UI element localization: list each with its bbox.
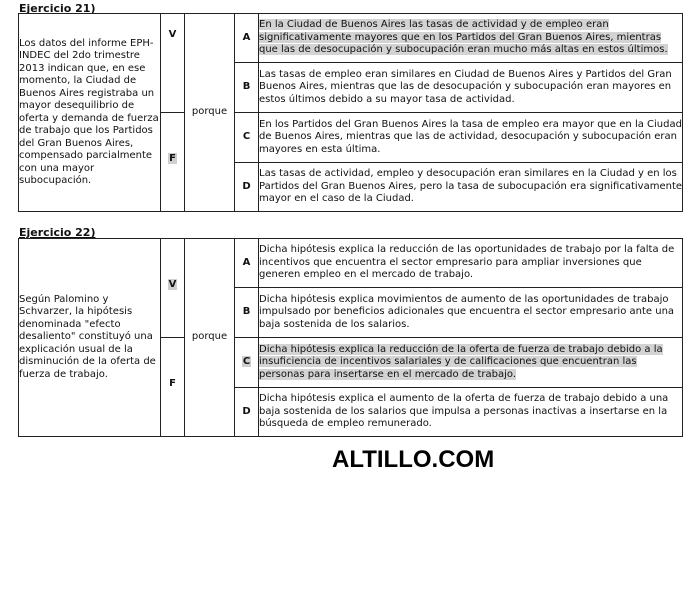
option-letter-a: A [235, 239, 259, 288]
option-letter-b: B [235, 63, 259, 113]
option-c: En los Partidos del Gran Buenos Aires la tasa de empleo era mayor que en la Ciudad de Buenos Aires, mientras que las de actividad, desocupación y subocupación eran mayores en esta última. [259, 113, 683, 163]
porque-label: porque [185, 14, 235, 212]
exercise-22-table [18, 238, 683, 437]
true-marker-text: V [168, 279, 177, 290]
option-letter-d: D [235, 163, 259, 212]
option-b: Dicha hipótesis explica movimientos de aumento de las oportunidades de trabajo impulsado por beneficios adicionales que encuentra el sector empresario ante una baja sostenida de los salarios. [259, 288, 683, 338]
option-b: Las tasas de empleo eran similares en Ciudad de Buenos Aires y Partidos del Gran Buenos Aires, mientras que las de desocupación y subocupación eran mayores en estos últimos debido a su mayor tasa de actividad. [259, 63, 683, 113]
option-letter-d: D [235, 388, 259, 437]
option-a: Dicha hipótesis explica la reducción de las oportunidades de trabajo por la falta de incentivos que encuentra el sector empresario para ampliar inversiones que generen empleo en el mercado de trabajo. [259, 239, 683, 288]
exercise-22-title: Ejercicio 22) [19, 226, 96, 239]
watermark: ALTILLO.COM [332, 446, 495, 473]
option-c-text: Dicha hipótesis explica la reducción de la oferta de fuerza de trabajo debido a la insuficiencia de incentivos salariales y de calificaciones que encuentran las personas para insertarse en el mercado de trabajo. [259, 343, 663, 380]
option-a [259, 14, 683, 63]
option-d: Dicha hipótesis explica el aumento de la oferta de fuerza de trabajo debido a una baja sostenida de los salarios que impulsa a personas inactivas a insertarse en la búsqueda de empleo remunerado. [259, 388, 683, 437]
true-marker: V [161, 14, 185, 113]
option-c [259, 338, 683, 388]
option-letter-a: A [235, 14, 259, 63]
false-marker: F [161, 338, 185, 437]
exercise-22-statement: Según Palomino y Schvarzer, la hipótesis denominada "efecto desaliento" constituyó una explicación usual de la disminución de la oferta de fuerza de trabajo. [19, 239, 161, 437]
option-a-text: En la Ciudad de Buenos Aires las tasas de actividad y de empleo eran significativamente mayores que en los Partidos del Gran Buenos Aires, mientras que las de desocupación y subocupación eran mucho más altas en estos últimos. [259, 19, 668, 56]
true-marker [161, 239, 185, 338]
option-letter-c: C [235, 113, 259, 163]
exercise-21-title: Ejercicio 21) [19, 2, 96, 15]
false-marker-text: F [169, 153, 176, 164]
option-letter-b: B [235, 288, 259, 338]
option-letter-c-text: C [242, 356, 251, 368]
option-letter-c [235, 338, 259, 388]
exercise-21-statement: Los datos del informe EPH-INDEC del 2do trimestre 2013 indican que, en ese momento, la Ciudad de Buenos Aires registraba un mayor desequilibrio de oferta y demanda de fuerza de trabajo que los Partidos del Gran Buenos Aires, compensado parcialmente con una mayor subocupación. [19, 14, 161, 212]
option-d: Las tasas de actividad, empleo y desocupación eran similares en la Ciudad y en los Partidos del Gran Buenos Aires, pero la tasa de subocupación era significativamente mayor en el caso de la Ciudad. [259, 163, 683, 212]
exercise-21-table [18, 13, 683, 212]
false-marker [161, 113, 185, 212]
porque-label: porque [185, 239, 235, 437]
